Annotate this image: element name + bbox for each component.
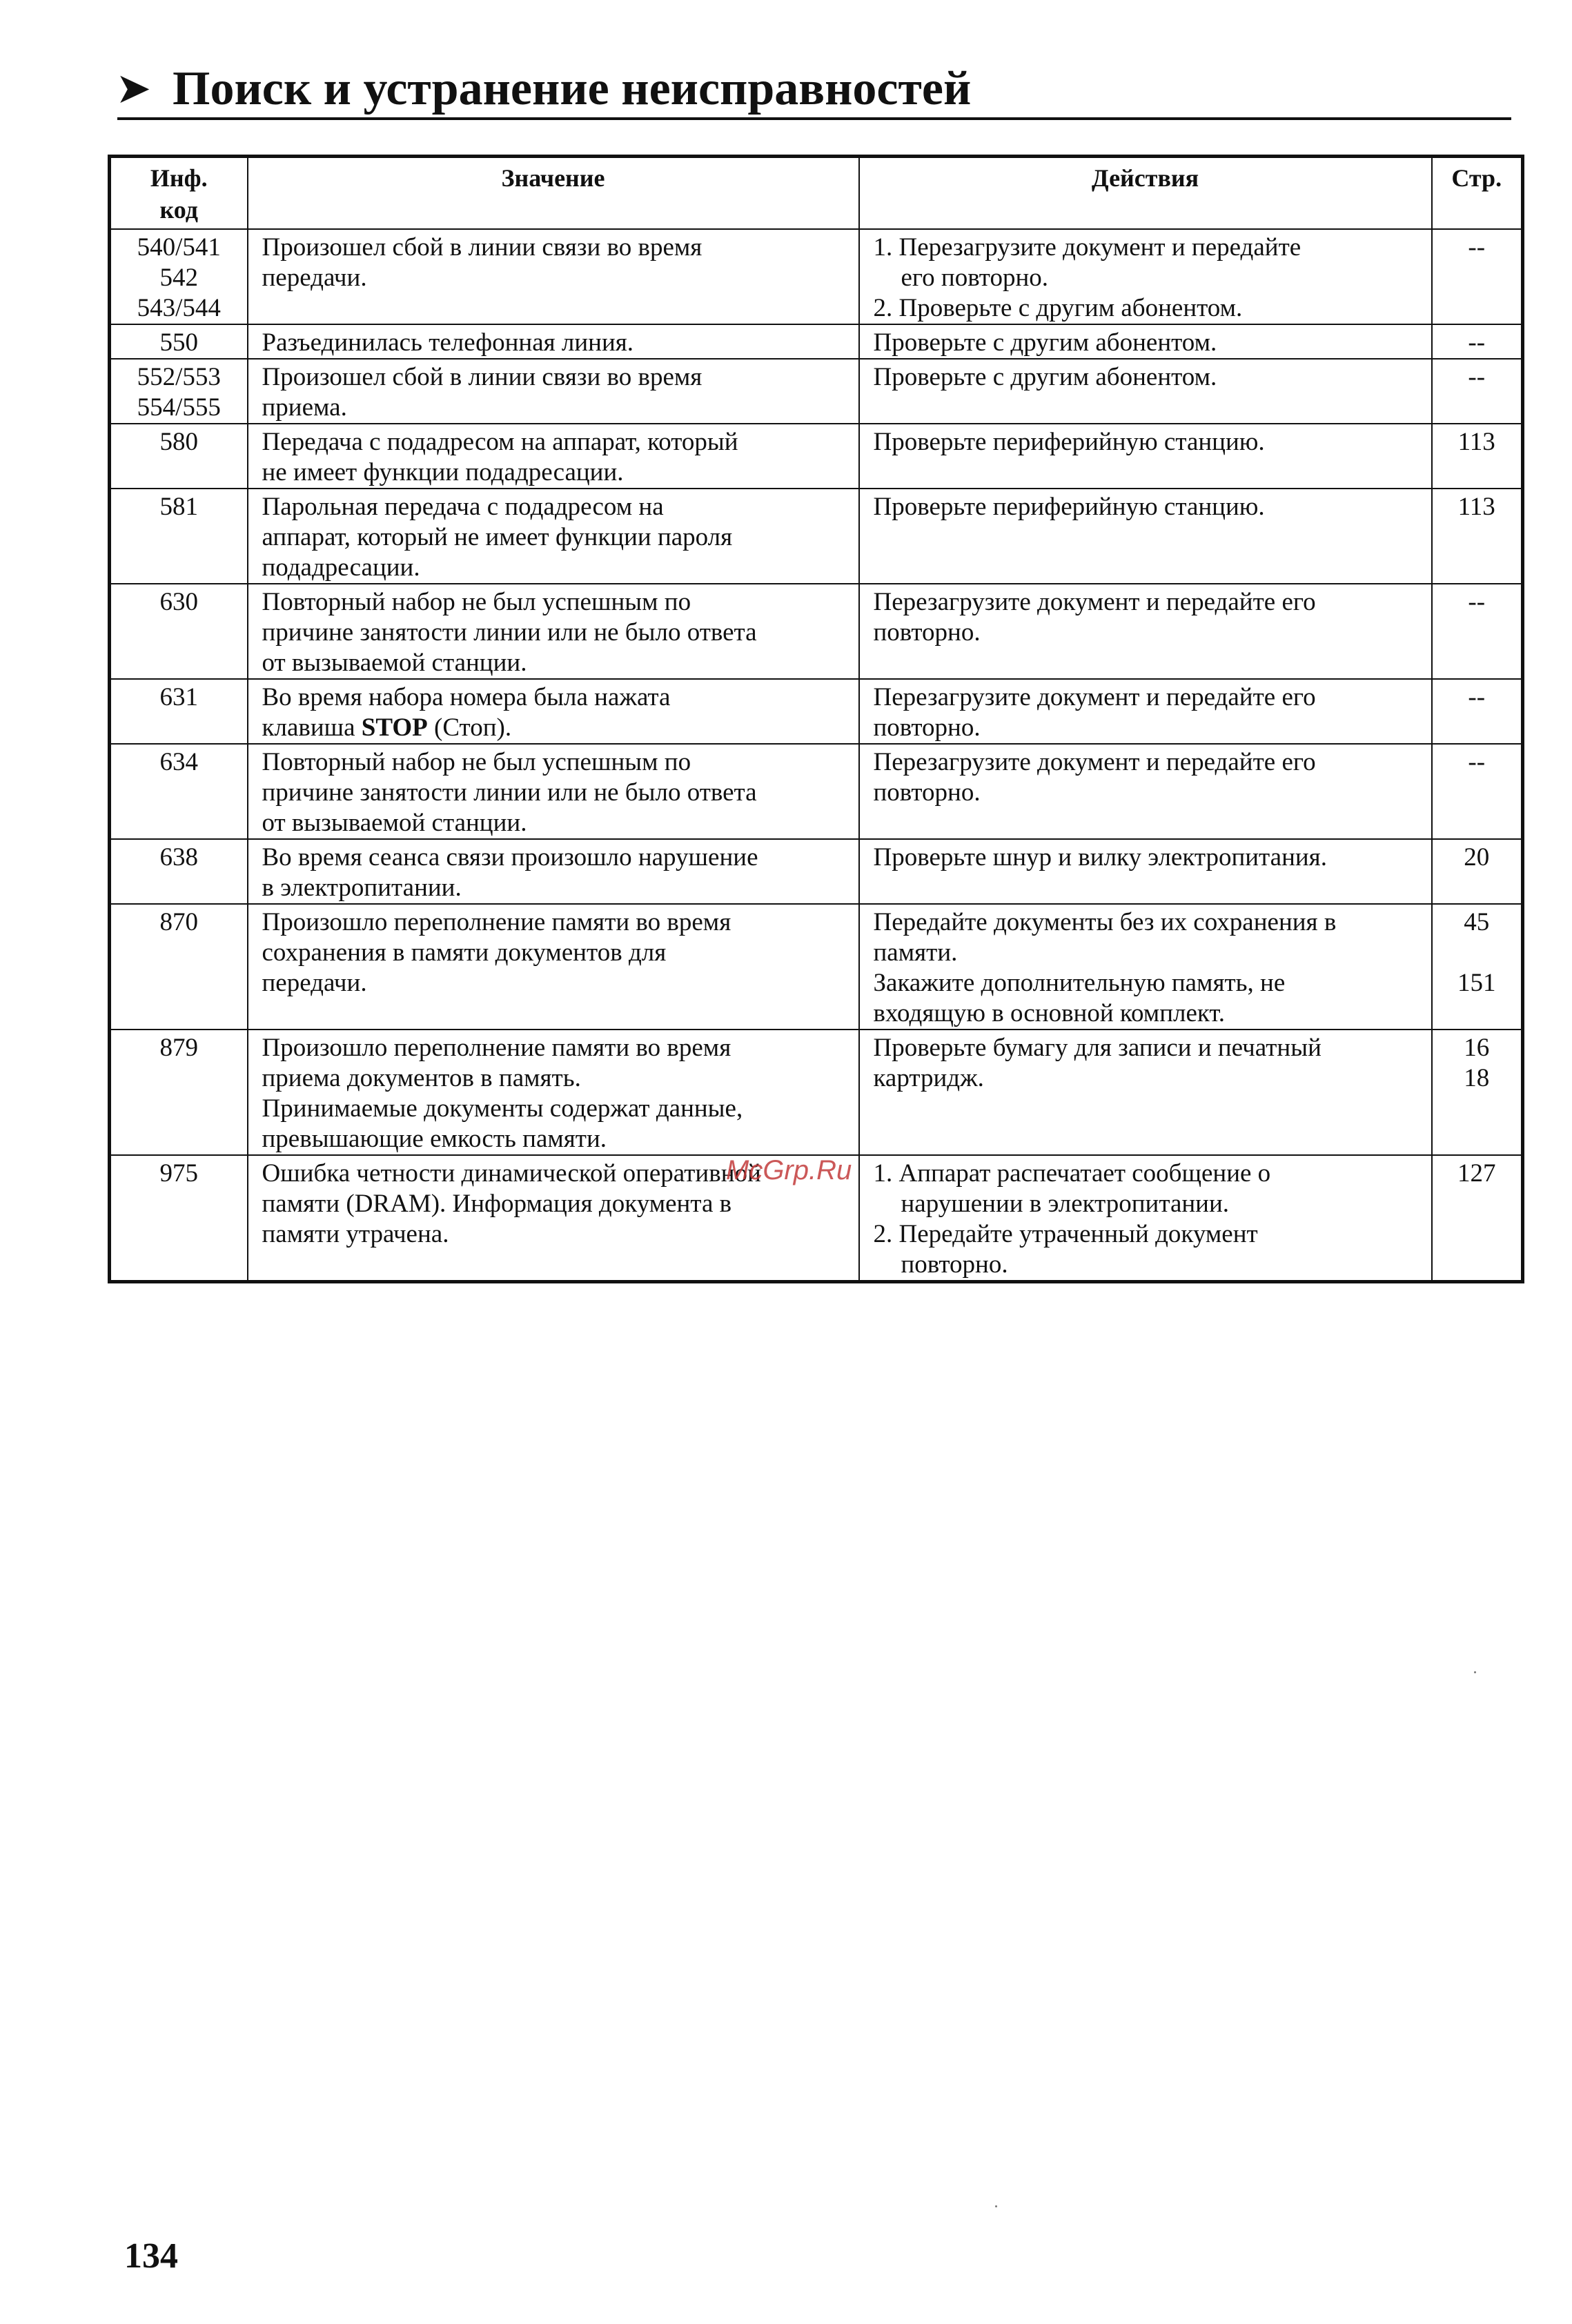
- code-cell: [110, 229, 248, 324]
- meaning-line: приема документов в память.: [262, 1064, 581, 1092]
- meaning-key-prefix: клавиша: [262, 713, 362, 742]
- page-cell: [1432, 1155, 1523, 1282]
- page-line: [1437, 938, 1517, 968]
- page-cell: [1432, 1030, 1523, 1155]
- header-meaning: Значение: [248, 157, 859, 230]
- page-cell: [1432, 839, 1523, 904]
- meaning-line: Во время набора номера была нажата: [262, 683, 671, 711]
- code-line: 543/544: [137, 294, 221, 322]
- meaning-line: превышающие емкость памяти.: [262, 1125, 607, 1153]
- code-cell: [110, 424, 248, 489]
- code-line: 870: [159, 908, 198, 936]
- meaning-cell: [248, 904, 859, 1030]
- page-line: 151: [1457, 969, 1496, 997]
- header-code-line: код: [159, 196, 198, 224]
- header-code: [110, 157, 248, 230]
- table-row: [110, 229, 1523, 324]
- error-codes-table: [108, 155, 1524, 1283]
- page-line: 113: [1457, 428, 1495, 456]
- table-row: [110, 904, 1523, 1030]
- action-line: картридж.: [873, 1064, 984, 1092]
- table-row: [110, 744, 1523, 839]
- page-cell: [1432, 904, 1523, 1030]
- meaning-cell: [248, 424, 859, 489]
- code-line: 581: [159, 493, 198, 521]
- code-cell: [110, 839, 248, 904]
- code-line: 638: [159, 843, 198, 872]
- table-row: [110, 839, 1523, 904]
- action-cell: [859, 1155, 1432, 1282]
- page-number: 134: [124, 2236, 178, 2276]
- meaning-line: Парольная передача с подадресом на: [262, 493, 664, 521]
- page-cell: [1432, 584, 1523, 679]
- meaning-cell: [248, 584, 859, 679]
- code-cell: [110, 489, 248, 584]
- code-line: 879: [159, 1034, 198, 1062]
- action-line: Закажите дополнительную память, не: [873, 969, 1286, 997]
- meaning-line: памяти утрачена.: [262, 1220, 449, 1248]
- meaning-line: сохранения в памяти документов для: [262, 938, 667, 967]
- table-row: [110, 424, 1523, 489]
- code-line: 550: [159, 328, 198, 357]
- meaning-line: от вызываемой станции.: [262, 809, 527, 837]
- code-line: 634: [159, 748, 198, 776]
- action-line: 1. Аппарат распечатает сообщение о: [873, 1159, 1271, 1188]
- meaning-line: Произошло переполнение памяти во время: [262, 908, 731, 936]
- page-line: --: [1468, 748, 1486, 776]
- action-cell: [859, 1030, 1432, 1155]
- code-cell: [110, 584, 248, 679]
- code-line: 540/541: [137, 233, 221, 262]
- meaning-line: Ошибка четности динамической оперативной: [262, 1159, 761, 1188]
- meaning-cell: [248, 679, 859, 744]
- action-line: памяти.: [873, 938, 958, 967]
- table-row: [110, 679, 1523, 744]
- page-line: --: [1468, 233, 1486, 262]
- meaning-cell: [248, 229, 859, 324]
- arrow-bullet-icon: ➤: [117, 68, 150, 110]
- page-title-text: Поиск и устранение неисправностей: [173, 62, 972, 115]
- action-line: повторно.: [873, 618, 981, 647]
- action-line: Проверьте бумагу для записи и печатный: [873, 1034, 1322, 1062]
- meaning-line: Произошел сбой в линии связи во время: [262, 233, 703, 262]
- action-cell: [859, 904, 1432, 1030]
- table-row: [110, 584, 1523, 679]
- meaning-line: от вызываемой станции.: [262, 649, 527, 677]
- action-line: повторно.: [901, 1250, 1008, 1279]
- meaning-line: передачи.: [262, 264, 367, 292]
- meaning-key-suffix: (Стоп).: [427, 713, 512, 742]
- code-line: 552/553: [137, 363, 221, 391]
- meaning-line: Повторный набор не был успешным по: [262, 748, 691, 776]
- action-line: повторно.: [873, 778, 981, 807]
- code-line: 631: [159, 683, 198, 711]
- page-line: 127: [1457, 1159, 1496, 1188]
- action-line: Перезагрузите документ и передайте его: [873, 748, 1316, 776]
- stop-key-label: STOP: [361, 713, 428, 742]
- code-cell: [110, 1155, 248, 1282]
- action-cell: [859, 744, 1432, 839]
- action-line: Проверьте шнур и вилку электропитания.: [873, 843, 1327, 872]
- meaning-line: Передача с подадресом на аппарат, который: [262, 428, 738, 456]
- code-line: 630: [159, 588, 198, 616]
- meaning-cell: [248, 1030, 859, 1155]
- header-code-line: Инф.: [150, 164, 208, 192]
- meaning-line: Произошло переполнение памяти во время: [262, 1034, 731, 1062]
- page-line: 45: [1464, 908, 1490, 936]
- action-cell: [859, 359, 1432, 424]
- page-line: --: [1468, 683, 1486, 711]
- meaning-line: аппарат, который не имеет функции пароля: [262, 523, 733, 551]
- scan-speck: [995, 2205, 997, 2207]
- action-line: Проверьте периферийную станцию.: [873, 428, 1265, 456]
- action-line: Перезагрузите документ и передайте его: [873, 588, 1316, 616]
- meaning-line: не имеет функции подадресации.: [262, 458, 624, 486]
- action-cell: [859, 489, 1432, 584]
- action-cell: [859, 324, 1432, 359]
- action-cell: [859, 679, 1432, 744]
- action-line: повторно.: [873, 713, 981, 742]
- code-cell: [110, 904, 248, 1030]
- table-row: [110, 324, 1523, 359]
- action-cell: [859, 229, 1432, 324]
- meaning-line: Разъединилась телефонная линия.: [262, 328, 634, 357]
- title-underline: [117, 117, 1511, 120]
- meaning-cell: [248, 744, 859, 839]
- page-cell: [1432, 229, 1523, 324]
- action-line: 1. Перезагрузите документ и передайте: [873, 233, 1301, 262]
- code-cell: [110, 679, 248, 744]
- meaning-line: Во время сеанса связи произошло нарушение: [262, 843, 758, 872]
- page-title: [117, 58, 1511, 120]
- page-cell: [1432, 324, 1523, 359]
- page-line: 113: [1457, 493, 1495, 521]
- action-line: 2. Проверьте с другим абонентом.: [873, 294, 1243, 322]
- page-line: 20: [1464, 843, 1490, 872]
- table-row: [110, 359, 1523, 424]
- meaning-line: приема.: [262, 393, 347, 422]
- header-page: Стр.: [1432, 157, 1523, 230]
- meaning-line: подадресации.: [262, 553, 420, 582]
- meaning-line: причине занятости линии или не было ответа: [262, 778, 757, 807]
- meaning-line: в электропитании.: [262, 874, 462, 902]
- action-line: входящую в основной комплект.: [873, 999, 1226, 1027]
- meaning-line: Произошел сбой в линии связи во время: [262, 363, 703, 391]
- code-line: 554/555: [137, 393, 221, 422]
- page-cell: [1432, 679, 1523, 744]
- action-line: Проверьте с другим абонентом.: [873, 328, 1217, 357]
- page-line: 18: [1464, 1064, 1490, 1092]
- code-cell: [110, 1030, 248, 1155]
- scan-speck: [1474, 1671, 1476, 1673]
- code-line: 580: [159, 428, 198, 456]
- meaning-line: передачи.: [262, 969, 367, 997]
- page-line: --: [1468, 363, 1486, 391]
- watermark: McGrp.Ru: [726, 1155, 852, 1185]
- action-line: Перезагрузите документ и передайте его: [873, 683, 1316, 711]
- page-cell: [1432, 424, 1523, 489]
- action-line: Проверьте с другим абонентом.: [873, 363, 1217, 391]
- page-cell: [1432, 489, 1523, 584]
- table-header-row: [110, 157, 1523, 230]
- code-line: 542: [159, 264, 198, 292]
- header-action: Действия: [859, 157, 1432, 230]
- code-cell: [110, 324, 248, 359]
- meaning-line: [262, 713, 845, 743]
- action-line: его повторно.: [901, 264, 1049, 292]
- meaning-cell: [248, 359, 859, 424]
- action-line: 2. Передайте утраченный документ: [873, 1220, 1258, 1248]
- table-row: [110, 1030, 1523, 1155]
- page-cell: [1432, 359, 1523, 424]
- meaning-line: причине занятости линии или не было ответа: [262, 618, 757, 647]
- meaning-cell: [248, 839, 859, 904]
- meaning-line: памяти (DRAM). Информация документа в: [262, 1190, 732, 1218]
- page-cell: [1432, 744, 1523, 839]
- action-cell: [859, 424, 1432, 489]
- page-line: --: [1468, 588, 1486, 616]
- page-line: --: [1468, 328, 1486, 357]
- action-cell: [859, 584, 1432, 679]
- meaning-cell: [248, 489, 859, 584]
- action-cell: [859, 839, 1432, 904]
- table-row: [110, 489, 1523, 584]
- action-line: Проверьте периферийную станцию.: [873, 493, 1265, 521]
- code-line: 975: [159, 1159, 198, 1188]
- meaning-cell: [248, 324, 859, 359]
- meaning-line: Принимаемые документы содержат данные,: [262, 1094, 743, 1123]
- code-cell: [110, 744, 248, 839]
- action-line: Передайте документы без их сохранения в: [873, 908, 1337, 936]
- code-cell: [110, 359, 248, 424]
- action-line: нарушении в электропитании.: [901, 1190, 1230, 1218]
- meaning-line: Повторный набор не был успешным по: [262, 588, 691, 616]
- page-line: 16: [1464, 1034, 1490, 1062]
